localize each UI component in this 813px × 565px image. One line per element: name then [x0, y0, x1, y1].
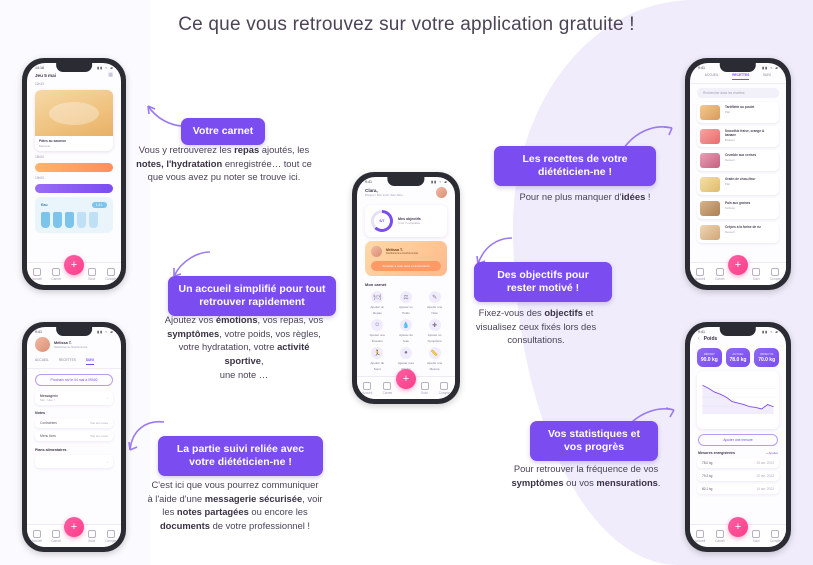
top-tab-accueil[interactable]: ACCUEIL [35, 358, 49, 362]
measures-add-link[interactable]: + Ajouter [766, 451, 778, 455]
quick-action-eau[interactable]: 💧 Ajouter de l'eau [392, 319, 421, 343]
weight-stat-objectif: OBJECTIF 70.0 kg [754, 348, 779, 367]
quick-action-poids[interactable]: ⚖ Ajouter un Poids [392, 291, 421, 315]
callout-accueil-bubble: Un accueil simplifié pour tout retrouver rapidement [168, 276, 336, 316]
top-tab-accueil[interactable]: ACCUEIL [704, 73, 719, 77]
recipe-row[interactable]: Tartiflette au poulet Plat [697, 102, 779, 123]
water-value: 1,5 L [92, 202, 107, 208]
tab-accueil[interactable]: Accueil [695, 530, 705, 543]
entry-bar-orange[interactable] [35, 163, 113, 172]
messaging-sub: Moi · Hier ! [40, 398, 55, 402]
phone-accueil-screen [357, 177, 455, 399]
quick-action-mesure[interactable]: 📏 Ajouter une Mesure [420, 347, 449, 371]
phone-accueil [352, 172, 460, 404]
recipe-row[interactable]: Crêpes à la farine de riz Dessert [697, 222, 779, 243]
tab-suivi[interactable]: Suivi [752, 268, 760, 281]
dietitian-card[interactable] [365, 241, 447, 276]
quick-action-regles[interactable]: ● Ajouter mes [392, 347, 421, 371]
tab-suivi[interactable]: Suivi [88, 268, 96, 281]
notch [720, 327, 756, 336]
water-label: Eau [41, 203, 48, 207]
callout-statistiques-text: Pour retrouver la fréquence de vos symptômes ou vos mensurations. [511, 463, 661, 488]
top-tab-recettes[interactable]: RECETTES [732, 73, 749, 80]
add-measure-button[interactable]: Ajouter une mesure [698, 434, 778, 446]
callout-objectifs-bubble: Des objectifs pour rester motivé ! [474, 262, 612, 302]
top-tab-recettes[interactable]: RECETTES [58, 358, 76, 362]
quick-action-repas[interactable]: 🍽 Ajouter un Repas [363, 291, 392, 315]
callout-recettes-text: Pour ne plus manquer d'idées ! [519, 191, 651, 202]
meal-label: Déjeuner [39, 144, 51, 148]
recipe-thumb [700, 153, 720, 168]
phone-suivi [22, 322, 126, 552]
carnet-entry-time: 15h00 [35, 155, 44, 159]
weight-stat-actuel: ACTUEL 78.0 kg [726, 348, 751, 367]
weight-stats [697, 348, 779, 367]
back-icon[interactable]: ‹ [698, 336, 700, 342]
notch [720, 63, 756, 72]
meal-caption: Pâtes au saumon [39, 139, 67, 143]
tab-suivi[interactable]: Suivi [88, 530, 96, 543]
tab-accueil[interactable]: Accueil [32, 268, 42, 281]
goals-progress-ring: 6/7 [371, 210, 393, 232]
plan-row[interactable]: › [35, 455, 113, 468]
add-entry-fab[interactable]: + [64, 517, 84, 537]
meal-icon: 🍽 [371, 291, 383, 303]
status-bar: 9:41 ▮▮ ⌁ ▰ [698, 66, 779, 70]
dietitian-role: Diététicienne-Nutritionniste [54, 344, 88, 349]
status-time: 9:41 [35, 330, 42, 334]
dietitian-name: Mélissa T. [386, 248, 403, 252]
recipe-row[interactable]: Crumble aux cerises Dessert [697, 150, 779, 171]
dietitian-cta-button[interactable]: Accéder à mon suivi et documents [371, 261, 441, 271]
tab-carnet[interactable]: Carnet [51, 530, 61, 543]
weight-chart [697, 371, 779, 429]
status-bar: 9:41 ▮▮ ⌁ ▰ [35, 330, 114, 334]
measure-icon: 📏 [429, 347, 441, 359]
status-time: 9:41 [365, 180, 372, 184]
dietitian-name: Mélissa T. [54, 340, 72, 345]
recipe-thumb [700, 129, 720, 144]
tab-suivi[interactable]: Suivi [421, 382, 429, 395]
add-entry-fab[interactable]: + [728, 517, 748, 537]
goals-sub: 4 sur 7 complétés [398, 221, 421, 225]
quick-action-sport[interactable]: 🏃 Ajouter du Sport [363, 347, 392, 371]
page-title: Ce que vous retrouvez sur votre application gratuite ! [178, 14, 635, 35]
tab-compte[interactable]: Compte [770, 530, 781, 543]
carnet-section-title: Mon carnet [365, 282, 387, 287]
quick-actions[interactable] [363, 291, 449, 371]
phone-poids-screen [690, 327, 786, 547]
recipe-row[interactable]: Pain aux graines Tartines [697, 198, 779, 219]
plans-section-title: Plans alimentaires [35, 448, 67, 452]
phone-recettes [685, 58, 791, 290]
notes-section-title: Notes [35, 411, 45, 415]
avatar [35, 337, 50, 352]
tab-compte[interactable]: Compte [770, 268, 781, 281]
weight-line-chart [701, 375, 775, 420]
recipe-thumb [700, 177, 720, 192]
next-appointment-button[interactable]: Prochain rdv le 04 mai à 09h00 [35, 374, 113, 386]
add-entry-fab[interactable]: + [728, 255, 748, 275]
messaging-row[interactable] [35, 391, 113, 405]
tab-compte[interactable]: Compte [105, 530, 116, 543]
callout-suivi-bubble: La partie suivi reliée avec votre diététicien-ne ! [158, 436, 323, 476]
tab-carnet[interactable]: Carnet [383, 382, 393, 395]
notch [56, 327, 92, 336]
status-icons: ▮▮ ⌁ ▰ [97, 66, 114, 70]
add-entry-fab[interactable]: + [396, 369, 416, 389]
measure-row[interactable]: 79.2 kg 20 avr. 2022 [697, 471, 779, 481]
phone-suivi-screen [27, 327, 121, 547]
measure-row[interactable]: 78.0 kg 25 avr. 2022 [697, 458, 779, 468]
tab-accueil[interactable]: Accueil [362, 382, 372, 395]
recipe-thumb [700, 201, 720, 216]
messaging-title: Messagerie [40, 394, 58, 398]
meal-card[interactable] [35, 90, 113, 151]
scale-icon: ⚖ [400, 291, 412, 303]
dietitian-role: Diététicienne-Nutritionniste [386, 252, 419, 255]
phone-recettes-screen [690, 63, 786, 285]
recipe-row[interactable]: Gratin de chou-fleur Plat [697, 174, 779, 195]
period-icon: ● [400, 347, 412, 359]
symptom-icon: ✚ [429, 319, 441, 331]
top-tabs[interactable] [27, 355, 121, 369]
carnet-meal-time: 12h43 [35, 82, 44, 86]
quick-action-emotion[interactable]: ☺ Ajouter une Émotion [363, 319, 392, 343]
tab-compte[interactable]: Compte [439, 382, 450, 395]
water-glasses[interactable] [41, 212, 107, 228]
water-icon: 💧 [400, 319, 412, 331]
top-tab-suivi[interactable]: SUIVI [86, 358, 94, 365]
dietitian-header [27, 334, 121, 355]
search-input[interactable]: Rechercher dans les recettes [697, 88, 779, 98]
arrow-objectifs [472, 232, 516, 266]
measure-row[interactable]: 80.1 kg 14 avr. 2022 [697, 484, 779, 494]
callout-carnet-text: Vous y retrouverez les repas ajoutés, les notes, l'hydratation enregistrée… tout ce que vous avez pu noter se trouve ici. [136, 144, 312, 183]
tab-carnet[interactable]: Carnet [51, 268, 61, 281]
greeting: Clara, [365, 188, 378, 193]
status-time: 14:18 [35, 66, 44, 70]
add-entry-fab[interactable]: + [64, 255, 84, 275]
weight-stat-depart: DÉPART 90.0 kg [697, 348, 722, 367]
callout-accueil-text: Ajoutez vos émotions, vos repas, vos symptômes, votre poids, vos règles, votre hydratation, votre activité sportive, une note … [164, 314, 324, 380]
sport-icon: 🏃 [371, 347, 383, 359]
emotion-icon: ☺ [371, 319, 383, 331]
tab-accueil[interactable]: Accueil [695, 268, 705, 281]
avatar[interactable] [436, 187, 447, 198]
status-time: 9:41 [698, 66, 705, 70]
tab-accueil[interactable]: Accueil [32, 530, 42, 543]
note-row[interactable]: Contraintes Voir les notes [35, 418, 113, 428]
callout-objectifs-text: Fixez-vous des objectifs et visualisez ceux fixés lors des consultations. [475, 307, 597, 346]
status-bar: 9:41 ▮▮ ⌁ ▰ [698, 330, 779, 334]
top-tab-suivi[interactable]: SUIVI [762, 73, 772, 77]
accueil-header [357, 184, 455, 201]
meal-photo [35, 90, 113, 136]
callout-suivi-text: C'est ici que vous pourrez communiquer à l'aide d'une messagerie sécurisée, voir les notes partagées ou encore les documents de votre professionnel ! [147, 479, 323, 531]
tab-suivi[interactable]: Suivi [752, 530, 760, 543]
goals-card[interactable] [365, 205, 447, 237]
quick-action-symptome[interactable]: ✚ Ajouter un Symptôme [420, 319, 449, 343]
phone-carnet [22, 58, 126, 290]
calendar-icon[interactable]: ▦ [108, 72, 113, 78]
carnet-entry2-time: 19h00 [35, 176, 44, 180]
tab-carnet[interactable]: Carnet [715, 530, 725, 543]
callout-carnet-bubble: Votre carnet [181, 118, 265, 145]
tab-carnet[interactable]: Carnet [715, 268, 725, 281]
callout-statistiques-bubble: Vos statistiques et vos progrès [530, 421, 658, 461]
page-title-poids: Poids [703, 336, 718, 342]
note-icon: ✎ [429, 291, 441, 303]
phone-poids [685, 322, 791, 552]
callout-recettes-bubble: Les recettes de votre diététicien-ne ! [494, 146, 656, 186]
recipe-thumb [700, 105, 720, 120]
greeting-sub: Bonjour ! Bon lundi, Sam Alice. [365, 193, 404, 197]
water-card[interactable] [35, 197, 113, 233]
measures-section-title: Mesures enregistrées [698, 451, 735, 455]
note-row[interactable]: Menu fixes Voir les notes [35, 431, 113, 441]
notch [56, 63, 92, 72]
recipe-thumb [700, 225, 720, 240]
entry-bar-purple[interactable] [35, 184, 113, 193]
top-tabs[interactable] [690, 70, 786, 84]
quick-action-note[interactable]: ✎ Ajouter une Note [420, 291, 449, 315]
recipe-row[interactable]: Smoothie fraise, orange & banane Boisson [697, 126, 779, 147]
phone-carnet-screen [27, 63, 121, 285]
tab-compte[interactable]: Compte [105, 268, 116, 281]
status-time: 9:41 [698, 330, 705, 334]
chevron-right-icon: › [107, 396, 108, 400]
goals-title: Mes objectifs [398, 217, 421, 221]
avatar [371, 246, 382, 257]
notch [387, 177, 424, 186]
carnet-date-title: Jeu 5 mai [35, 72, 56, 78]
status-bar: 9:41 ▮▮ ⌁ ▰ [365, 180, 448, 184]
